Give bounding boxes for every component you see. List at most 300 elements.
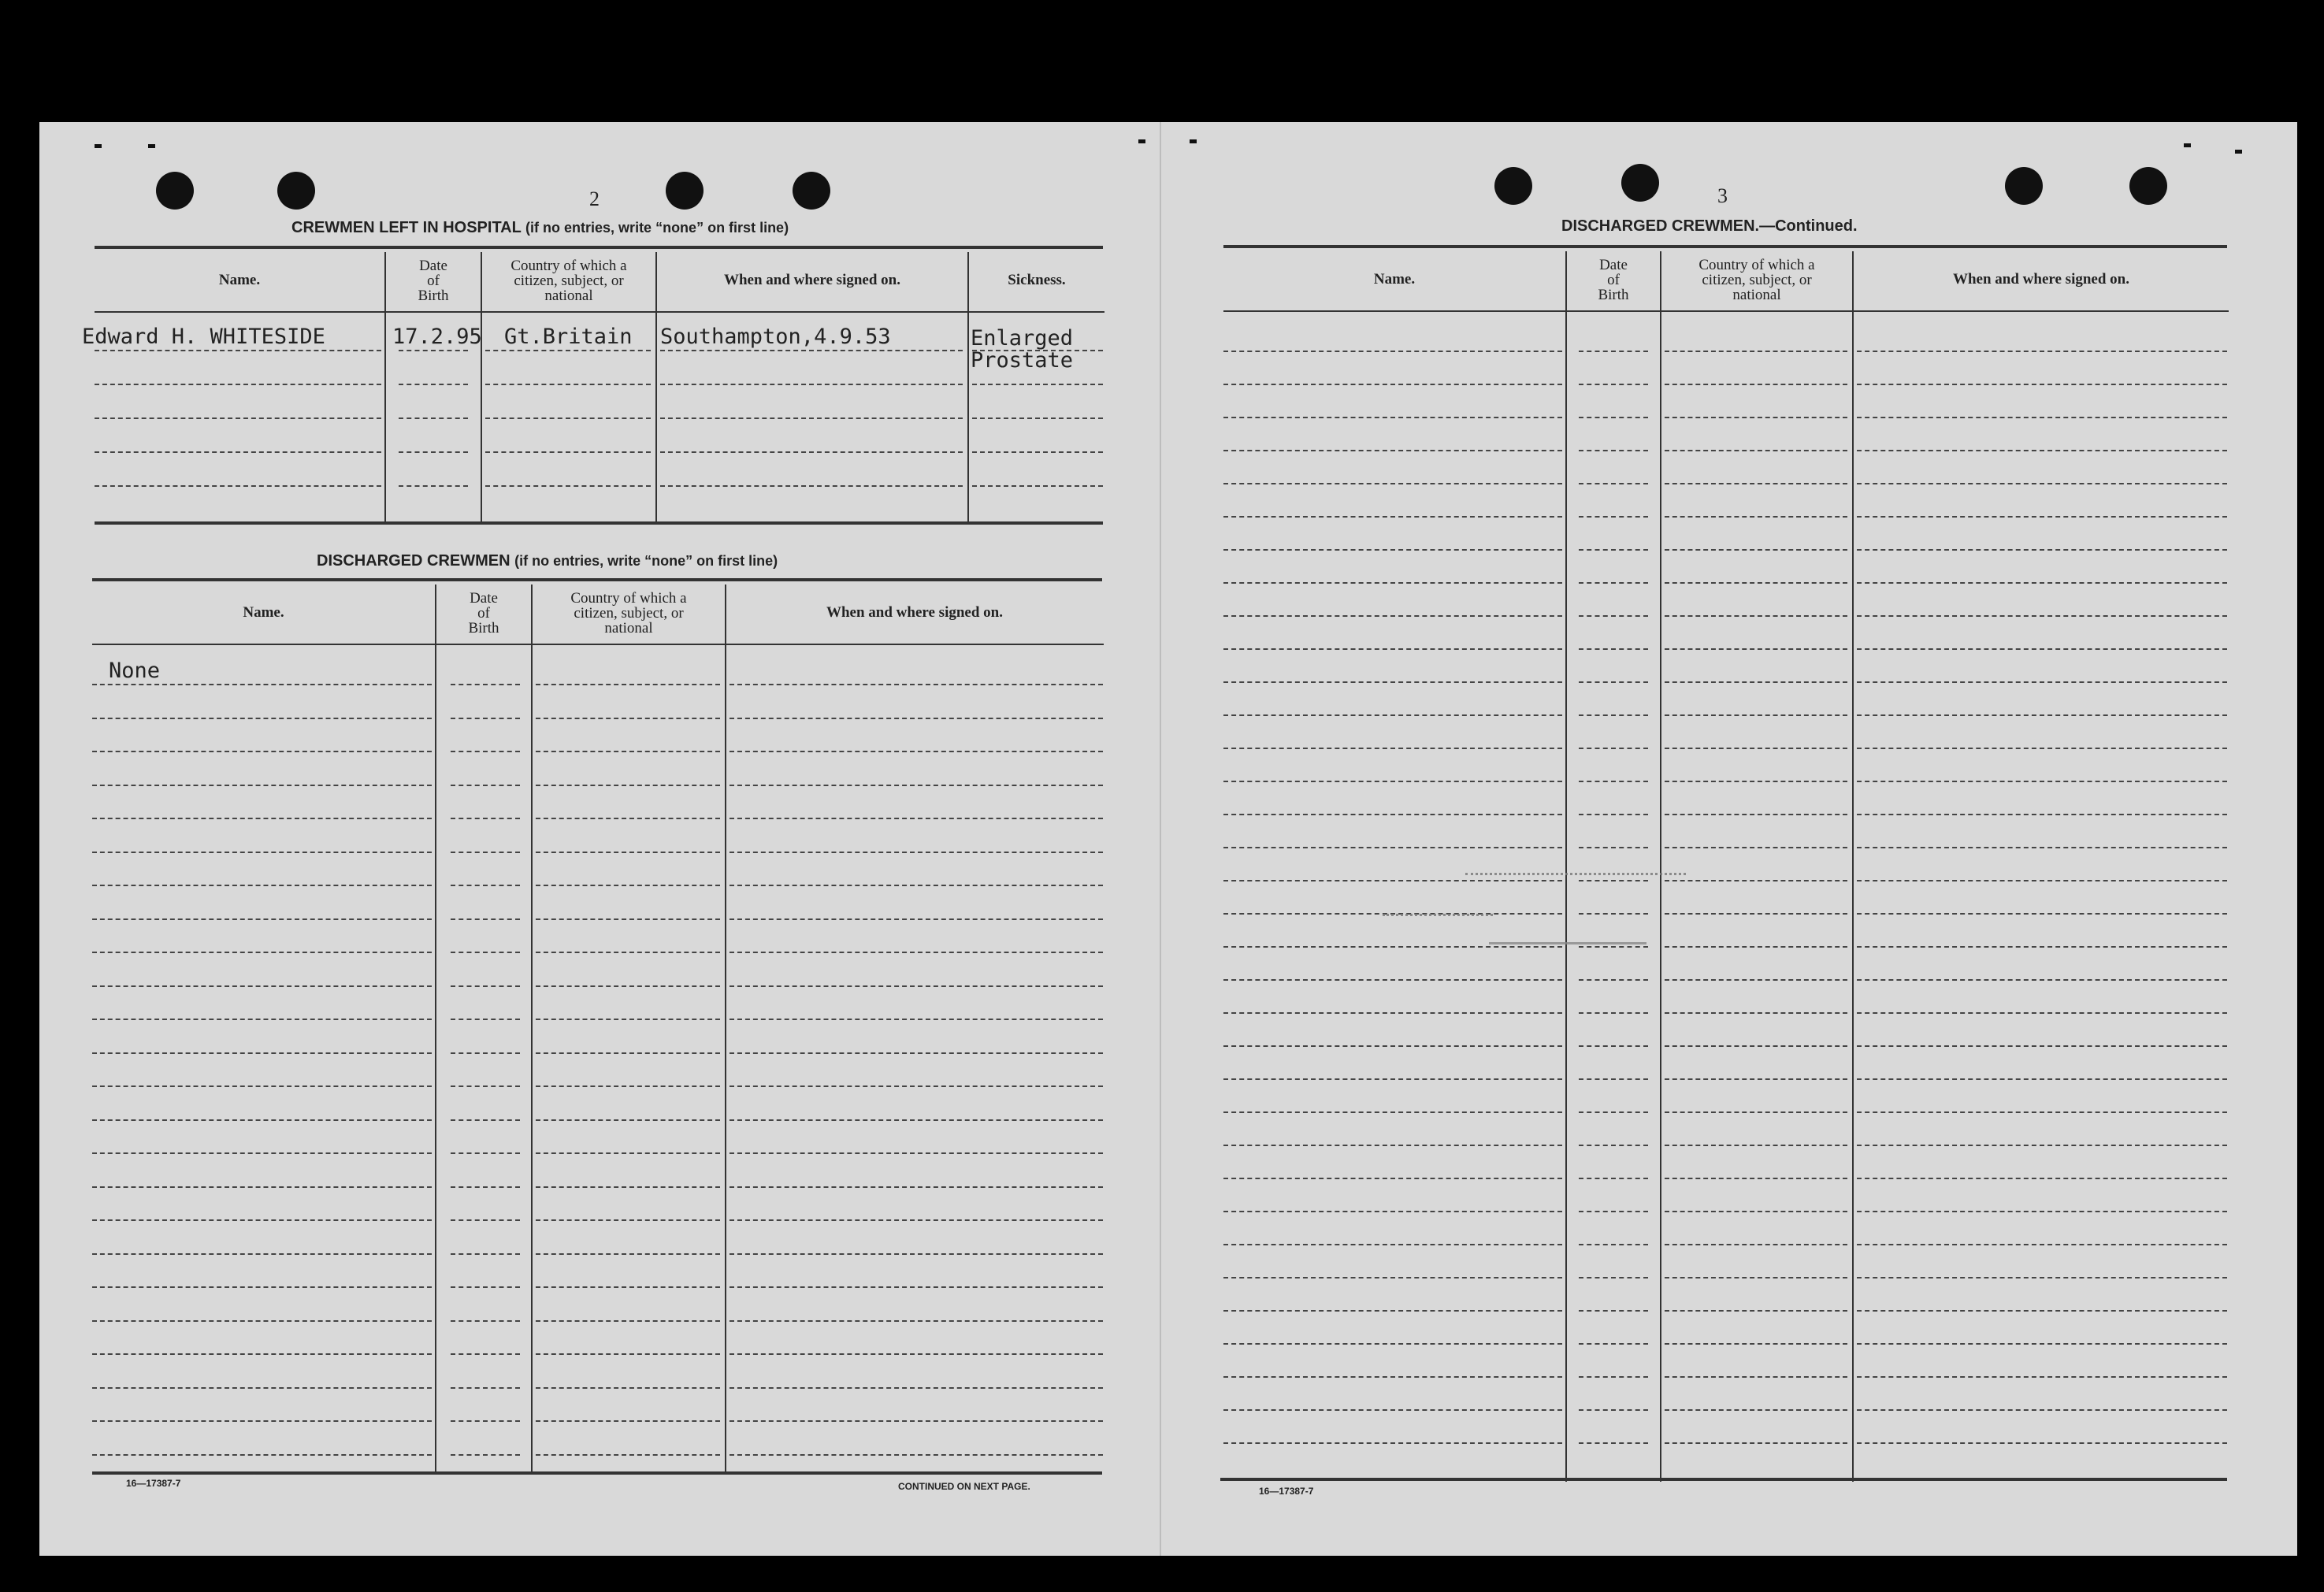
ruled-line — [1579, 1145, 1648, 1146]
ruled-line — [729, 751, 1103, 752]
ruled-line — [1857, 979, 2227, 981]
ruled-line — [1857, 946, 2227, 948]
ruled-line — [92, 885, 432, 886]
discharged-table-top-rule — [92, 578, 1102, 581]
punch-hole — [156, 172, 194, 210]
ruled-line — [536, 1353, 720, 1355]
ruled-line — [451, 1320, 520, 1322]
right-table-top-rule — [1223, 245, 2227, 248]
punch-hole — [1621, 164, 1659, 202]
ruled-line — [92, 1286, 432, 1288]
ruled-line — [1857, 417, 2227, 418]
ruled-line — [95, 350, 381, 351]
entry-dob: 17.2.95 — [392, 325, 482, 349]
ruled-line — [1223, 1310, 1562, 1312]
ruled-line — [1857, 1045, 2227, 1047]
ruled-line — [485, 350, 651, 351]
ruled-line — [1857, 351, 2227, 352]
ruled-line — [95, 417, 381, 419]
ruled-line — [729, 1085, 1103, 1087]
ruled-line — [1857, 681, 2227, 683]
ruled-line — [1223, 1244, 1562, 1245]
ruled-line — [451, 985, 520, 987]
ruled-line — [451, 852, 520, 853]
ruled-line — [1223, 714, 1562, 716]
ruled-line — [92, 1119, 432, 1121]
ruled-line — [92, 952, 432, 953]
ruled-line — [1579, 1078, 1648, 1080]
ruled-line — [1579, 1277, 1648, 1278]
ruled-line — [399, 350, 468, 351]
ruled-line — [536, 718, 720, 719]
col-header-sickness: Sickness. — [1008, 272, 1066, 288]
ruled-line — [1579, 681, 1648, 683]
ruled-line — [729, 885, 1103, 886]
hospital-table-top-rule — [95, 246, 1103, 249]
col-header-where: When and where signed on. — [1952, 271, 2129, 288]
ruled-line — [536, 1019, 720, 1020]
ruled-line — [399, 485, 468, 487]
ruled-line — [660, 485, 963, 487]
discharged-table-bottom-rule — [92, 1471, 1102, 1475]
column-divider — [531, 584, 533, 1475]
ruled-line — [1857, 814, 2227, 815]
ruled-line — [92, 1253, 432, 1255]
ruled-line — [451, 1085, 520, 1087]
ruled-line — [536, 1286, 720, 1288]
ruled-line — [95, 451, 381, 453]
ruled-line — [451, 751, 520, 752]
form-number: 16—17387-7 — [1259, 1486, 1314, 1497]
ruled-line — [536, 1219, 720, 1221]
ruled-line — [660, 417, 963, 419]
ruled-line — [1857, 714, 2227, 716]
ruled-line — [1857, 1012, 2227, 1014]
continued-section-title: DISCHARGED CREWMEN.—Continued. — [1561, 217, 1858, 235]
ruled-line — [485, 451, 651, 453]
ruled-line — [729, 1219, 1103, 1221]
ruled-line — [729, 1186, 1103, 1188]
ruled-line — [1665, 1178, 1847, 1179]
ruled-line — [1223, 1012, 1562, 1014]
ruled-line — [1579, 615, 1648, 617]
ruled-line — [1579, 1442, 1648, 1444]
ruled-line — [92, 1019, 432, 1020]
ruled-line — [972, 485, 1103, 487]
ruled-line — [729, 785, 1103, 786]
ruled-line — [972, 417, 1103, 419]
hospital-title-main: CREWMEN LEFT IN HOSPITAL — [291, 219, 522, 236]
ruled-line — [1857, 483, 2227, 484]
ruled-line — [1223, 979, 1562, 981]
ruled-line — [536, 1119, 720, 1121]
form-number: 16—17387-7 — [126, 1478, 181, 1489]
ruled-line — [92, 852, 432, 853]
ruled-line — [1665, 748, 1847, 749]
ruled-line — [1857, 1310, 2227, 1312]
col-header-where: When and where signed on. — [826, 604, 1003, 621]
ruled-line — [1665, 1145, 1847, 1146]
ruled-line — [451, 1353, 520, 1355]
ruled-line — [729, 1152, 1103, 1154]
hospital-section-title — [291, 219, 789, 237]
ruled-line — [1665, 384, 1847, 385]
ruled-line — [1665, 1078, 1847, 1080]
ruled-line — [451, 818, 520, 819]
ruled-line — [1223, 1442, 1562, 1444]
ruled-line — [729, 1353, 1103, 1355]
ruled-line — [660, 350, 963, 351]
ruled-line — [451, 952, 520, 953]
ruled-line — [1579, 351, 1648, 352]
entry-country: Gt.Britain — [504, 325, 633, 349]
column-divider — [655, 252, 657, 523]
ruled-line — [1223, 1078, 1562, 1080]
ruled-line — [536, 751, 720, 752]
ruled-line — [1579, 417, 1648, 418]
column-divider — [1660, 251, 1661, 1482]
ruled-line — [536, 1186, 720, 1188]
ruled-line — [1223, 1409, 1562, 1411]
ruled-line — [1857, 847, 2227, 848]
ruled-line — [1857, 1178, 2227, 1179]
ruled-line — [1223, 847, 1562, 848]
ruled-line — [1665, 450, 1847, 451]
ruled-line — [451, 1052, 520, 1054]
ruled-line — [92, 1420, 432, 1422]
ruled-line — [729, 1052, 1103, 1054]
ruled-line — [1665, 781, 1847, 782]
ruled-line — [972, 350, 1103, 351]
ruled-line — [451, 684, 520, 685]
ruled-line — [1857, 1409, 2227, 1411]
ruled-line — [536, 1253, 720, 1255]
col-header-dob: Date of Birth — [1598, 257, 1629, 303]
col-header-dob: Date of Birth — [468, 590, 499, 636]
ruled-line — [451, 785, 520, 786]
document-sheet — [39, 122, 2297, 1556]
ruled-line — [1579, 648, 1648, 650]
ruled-line — [1223, 1343, 1562, 1345]
ruled-line — [972, 384, 1103, 385]
ruled-line — [729, 1286, 1103, 1288]
ruled-line — [1665, 1012, 1847, 1014]
ruled-line — [1223, 1045, 1562, 1047]
ruled-line — [660, 451, 963, 453]
ruled-line — [1857, 781, 2227, 782]
ruled-line — [1665, 1409, 1847, 1411]
ruled-line — [1579, 1343, 1648, 1345]
ruled-line — [451, 1420, 520, 1422]
ruled-line — [729, 985, 1103, 987]
ruled-line — [1579, 1310, 1648, 1312]
ruled-line — [92, 1052, 432, 1054]
punch-hole — [1494, 167, 1532, 205]
ruled-line — [536, 1052, 720, 1054]
ruled-line — [1223, 648, 1562, 650]
punch-hole — [2005, 167, 2043, 205]
ruled-line — [1665, 1343, 1847, 1345]
ruled-line — [451, 1454, 520, 1456]
ruled-line — [1857, 1211, 2227, 1212]
ruled-line — [485, 384, 651, 385]
ruled-line — [1665, 516, 1847, 518]
page-fold — [1160, 122, 1161, 1556]
ruled-line — [92, 918, 432, 920]
ruled-line — [1857, 748, 2227, 749]
ruled-line — [1665, 582, 1847, 584]
ruled-line — [1857, 880, 2227, 881]
ruled-line — [92, 1219, 432, 1221]
ruled-line — [1579, 913, 1648, 915]
col-header-where: When and where signed on. — [723, 272, 900, 288]
speck-mark — [2184, 143, 2191, 147]
ruled-line — [729, 1119, 1103, 1121]
col-header-country: Country of which a citizen, subject, or national — [510, 258, 627, 304]
ruled-line — [1579, 1409, 1648, 1411]
ruled-line — [1665, 913, 1847, 915]
ruled-line — [1857, 913, 2227, 915]
ruled-line — [1579, 1111, 1648, 1113]
column-divider — [1565, 251, 1567, 1482]
ruled-line — [729, 1019, 1103, 1020]
ruled-line — [729, 684, 1103, 685]
ruled-line — [451, 1219, 520, 1221]
ruled-line — [536, 1320, 720, 1322]
ruled-line — [536, 1420, 720, 1422]
ruled-line — [1579, 1244, 1648, 1245]
speck-mark — [2235, 150, 2242, 154]
ruled-line — [660, 384, 963, 385]
ruled-line — [1579, 1211, 1648, 1212]
discharged-section-title — [317, 552, 778, 570]
ruled-line — [95, 384, 381, 385]
ruled-line — [485, 417, 651, 419]
ruled-line — [536, 918, 720, 920]
ruled-line — [1665, 549, 1847, 551]
col-header-country: Country of which a citizen, subject, or national — [570, 590, 687, 636]
ruled-line — [1857, 1111, 2227, 1113]
ruled-line — [536, 818, 720, 819]
ruled-line — [536, 852, 720, 853]
ruled-line — [1665, 417, 1847, 418]
ruled-line — [536, 1152, 720, 1154]
ruled-line — [1857, 1442, 2227, 1444]
ruled-line — [451, 1387, 520, 1389]
column-divider — [967, 252, 969, 523]
ruled-line — [1857, 516, 2227, 518]
ruled-line — [1579, 549, 1648, 551]
page-number: 3 — [1717, 184, 1728, 207]
ruled-line — [1665, 1211, 1847, 1212]
speck-mark — [148, 144, 155, 148]
ruled-line — [451, 1119, 520, 1121]
ruled-line — [1665, 1111, 1847, 1113]
ruled-line — [451, 1186, 520, 1188]
ruled-line — [536, 1085, 720, 1087]
header-bottom-rule — [95, 311, 1104, 313]
ruled-line — [92, 1186, 432, 1188]
ruled-line — [729, 952, 1103, 953]
ruled-line — [972, 451, 1103, 453]
ruled-line — [451, 918, 520, 920]
ruled-line — [92, 1152, 432, 1154]
ruled-line — [1223, 1145, 1562, 1146]
ruled-line — [451, 885, 520, 886]
ruled-line — [1665, 615, 1847, 617]
hospital-table-bottom-rule — [95, 521, 1103, 525]
ruled-line — [1223, 1376, 1562, 1378]
ruled-line — [92, 818, 432, 819]
header-bottom-rule — [1223, 310, 2229, 312]
ruled-line — [451, 718, 520, 719]
entry-where: Southampton,4.9.53 — [660, 325, 891, 349]
discharged-title-main: DISCHARGED CREWMEN — [317, 552, 510, 570]
ruled-line — [485, 485, 651, 487]
entry-name: Edward H. WHITESIDE — [82, 325, 325, 349]
ruled-line — [1665, 483, 1847, 484]
ruled-line — [1579, 781, 1648, 782]
ruled-line — [1665, 847, 1847, 848]
discharged-title-note: (if no entries, write “none” on first line) — [514, 553, 778, 569]
ruled-line — [1223, 516, 1562, 518]
ruled-line — [92, 1320, 432, 1322]
column-divider — [725, 584, 726, 1475]
ruled-line — [1223, 417, 1562, 418]
ruled-line — [1579, 814, 1648, 815]
ruled-line — [1223, 748, 1562, 749]
ruled-line — [729, 1253, 1103, 1255]
right-table-bottom-rule — [1220, 1478, 2227, 1481]
ruled-line — [1665, 880, 1847, 881]
ruled-line — [1665, 714, 1847, 716]
ruled-line — [1223, 450, 1562, 451]
ruled-line — [1857, 582, 2227, 584]
ruled-line — [1665, 814, 1847, 815]
ruled-line — [451, 1152, 520, 1154]
ruled-line — [1857, 1078, 2227, 1080]
ruled-line — [1223, 814, 1562, 815]
ruled-line — [92, 785, 432, 786]
ruled-line — [451, 1019, 520, 1020]
speck-mark — [1190, 139, 1197, 143]
ruled-line — [1857, 1376, 2227, 1378]
ruled-line — [1857, 1145, 2227, 1146]
ruled-line — [92, 1454, 432, 1456]
ruled-line — [399, 451, 468, 453]
ruled-line — [536, 1454, 720, 1456]
ruled-line — [92, 1387, 432, 1389]
ruled-line — [1665, 1277, 1847, 1278]
ruled-line — [92, 985, 432, 987]
ruled-line — [1579, 714, 1648, 716]
ruled-line — [536, 785, 720, 786]
column-divider — [1852, 251, 1854, 1482]
ruled-line — [1223, 681, 1562, 683]
ruled-line — [1579, 483, 1648, 484]
ruled-line — [1223, 351, 1562, 352]
ruled-line — [729, 918, 1103, 920]
ruled-line — [1223, 1111, 1562, 1113]
page-number: 2 — [589, 187, 600, 210]
col-header-name: Name. — [1373, 271, 1416, 288]
ruled-line — [1579, 582, 1648, 584]
ruled-line — [1579, 1376, 1648, 1378]
ruled-line — [536, 985, 720, 987]
header-bottom-rule — [92, 644, 1104, 645]
ruled-line — [729, 1320, 1103, 1322]
ruled-line — [729, 818, 1103, 819]
ruled-line — [1579, 516, 1648, 518]
ruled-line — [1665, 1376, 1847, 1378]
ruled-line — [1665, 351, 1847, 352]
ruled-line — [451, 1286, 520, 1288]
speck-mark — [95, 144, 102, 148]
ruled-line — [451, 1253, 520, 1255]
ruled-line — [1857, 1277, 2227, 1278]
ruled-line — [92, 751, 432, 752]
ruled-line — [729, 1387, 1103, 1389]
ruled-line — [1857, 1244, 2227, 1245]
punch-hole — [666, 172, 704, 210]
speck-mark — [1138, 139, 1145, 143]
ruled-line — [92, 1353, 432, 1355]
punch-hole — [793, 172, 830, 210]
ruled-line — [1665, 979, 1847, 981]
ruled-line — [92, 1085, 432, 1087]
ruled-line — [729, 1420, 1103, 1422]
continued-note: CONTINUED ON NEXT PAGE. — [898, 1481, 1030, 1492]
entry-sickness-line1: Enlarged — [971, 326, 1074, 351]
column-divider — [435, 584, 436, 1475]
punch-hole — [277, 172, 315, 210]
ruled-line — [1665, 1310, 1847, 1312]
ruled-line — [1665, 1442, 1847, 1444]
ruled-line — [1579, 847, 1648, 848]
ruled-line — [1579, 748, 1648, 749]
ruled-line — [729, 1454, 1103, 1456]
ruled-line — [1857, 450, 2227, 451]
ruled-line — [1665, 681, 1847, 683]
ruled-line — [729, 852, 1103, 853]
hospital-title-note: (if no entries, write “none” on first line) — [525, 220, 789, 236]
ruled-line — [1665, 648, 1847, 650]
ruled-line — [92, 718, 432, 719]
ruled-line — [1579, 1045, 1648, 1047]
ruled-line — [1223, 483, 1562, 484]
col-header-name: Name. — [243, 604, 284, 621]
ruled-line — [536, 952, 720, 953]
ruled-line — [1579, 979, 1648, 981]
ruled-line — [399, 417, 468, 419]
ruled-line — [399, 384, 468, 385]
entry-sickness-line2: Prostate — [971, 348, 1074, 373]
ruled-line — [92, 684, 432, 685]
punch-hole — [2129, 167, 2167, 205]
ruled-line — [729, 718, 1103, 719]
ruled-line — [95, 485, 381, 487]
ruled-line — [1223, 615, 1562, 617]
ruled-line — [1579, 384, 1648, 385]
ruled-line — [1579, 450, 1648, 451]
ruled-line — [1579, 1012, 1648, 1014]
ruled-line — [1857, 648, 2227, 650]
ruled-line — [1223, 1178, 1562, 1179]
ruled-line — [1223, 582, 1562, 584]
entry-none: None — [109, 659, 161, 683]
ruled-line — [1223, 384, 1562, 385]
ruled-line — [1857, 384, 2227, 385]
